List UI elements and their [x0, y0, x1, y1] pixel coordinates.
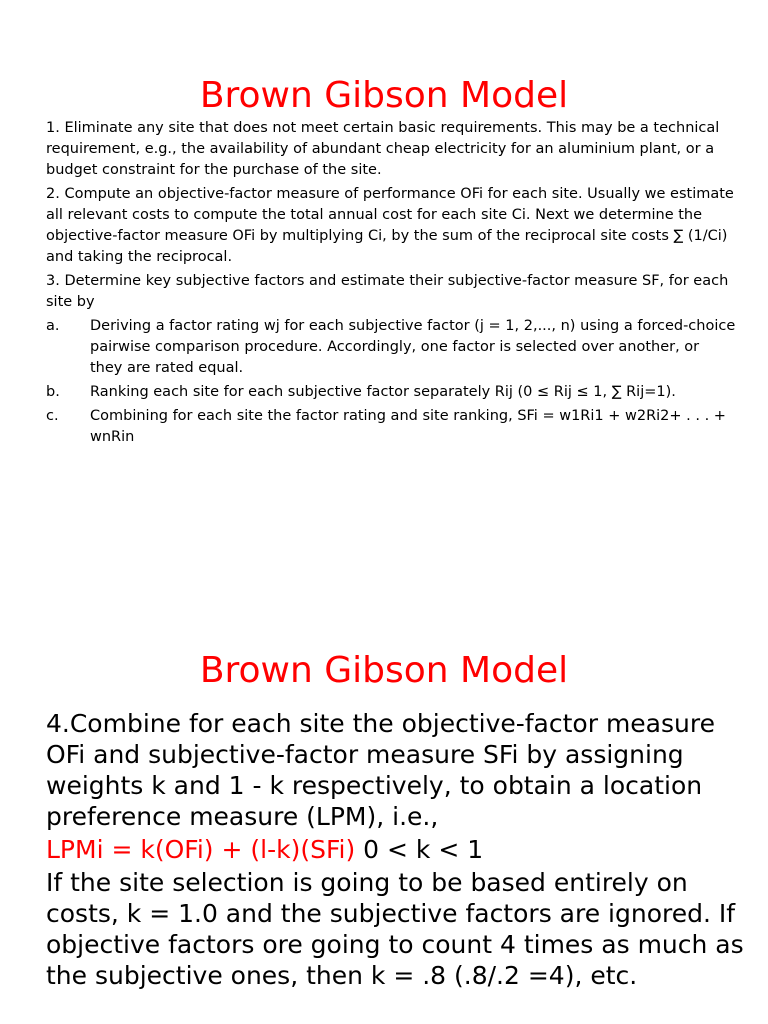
- step-2-paragraph: 2. Compute an objective-factor measure of performance OFi for each site. Usually we estimate all relevant costs to compute the total annual cost for each site Ci. Next we determine the objective-factor measure OFi by multiplying Ci, by the sum of the reciprocal site costs ∑ (1/Ci) and taking the reciprocal.: [46, 186, 734, 265]
- slide-2-body: [46, 708, 746, 993]
- slide-2: [0, 580, 768, 1024]
- sub-item-a: [46, 316, 736, 379]
- slide-1-body: [46, 118, 736, 451]
- slide-2-title: Brown Gibson Model: [199, 650, 569, 692]
- k-condition: 0 < k < 1: [355, 835, 484, 864]
- step-1-paragraph: 1. Eliminate any site that does not meet certain basic requirements. This may be a technical requirement, e.g., the availability of abundant cheap electricity for an aluminium plant, or a budget constraint for the purchase of the site.: [46, 120, 720, 178]
- sub-item-a-text: Deriving a factor rating wj for each subjective factor (j = 1, 2,..., n) using a forced-choice pairwise comparison procedure. Accordingly, one factor is selected over another, or they are rated equal.: [90, 318, 736, 376]
- sub-item-c-letter: c.: [46, 408, 59, 424]
- sub-item-c-text: Combining for each site the factor rating and site ranking, SFi = w1Ri1 + w2Ri2+ . . . + wnRin: [90, 408, 726, 445]
- sub-item-a-letter: a.: [46, 318, 60, 334]
- sub-item-c: [46, 406, 736, 448]
- step-4-paragraph: 4.Combine for each site the objective-factor measure OFi and subjective-factor measure SFi by assigning weights k and 1 - k respectively, to obtain a location preference measure (LPM), i.e.,: [46, 709, 715, 831]
- lpm-formula: LPMi = k(OFi) + (l-k)(SFi): [46, 835, 356, 864]
- lpm-formula-line: [46, 834, 746, 865]
- sub-item-b-letter: b.: [46, 384, 60, 400]
- slide-1-title: Brown Gibson Model: [199, 75, 569, 117]
- sub-item-b: [46, 382, 736, 403]
- step-3-paragraph: 3. Determine key subjective factors and estimate their subjective-factor measure SF, for each site by: [46, 273, 729, 310]
- sub-item-b-text: Ranking each site for each subjective factor separately Rij (0 ≤ Rij ≤ 1, ∑ Rij=1).: [90, 384, 676, 400]
- cost-weight-paragraph: If the site selection is going to be based entirely on costs, k = 1.0 and the subjective factors are ignored. If objective factors ore going to count 4 times as much as the subjective ones, then k = .8 (.8/.2 =4), etc.: [46, 868, 744, 990]
